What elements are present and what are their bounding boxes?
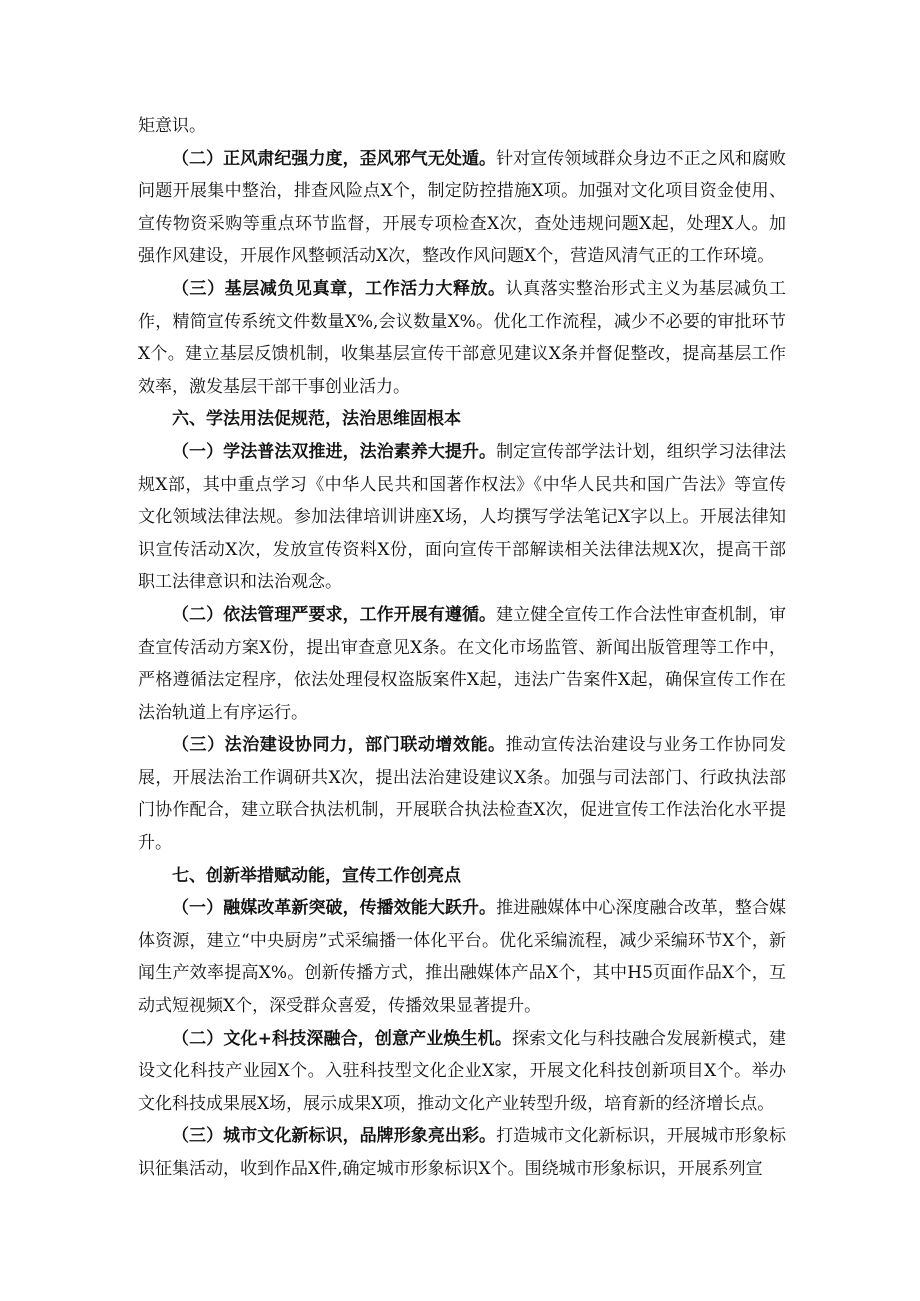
paragraph-item: [138, 599, 786, 729]
document-page: [138, 110, 786, 1186]
paragraph-item: [138, 729, 786, 859]
paragraph-text: 打造城市文化新标识，开展城市形象标识征集活动，收到作品X件,确定城市形象标识X个。围绕城市形象标识，开展系列宣: [138, 1126, 787, 1179]
paragraph-lead: （二）依法管理严要求，工作开展有遵循。: [172, 604, 497, 625]
paragraph-lead: （三）法治建设协同力，部门联动增效能。: [172, 735, 506, 756]
paragraph-text: 建立健全宣传工作合法性审查机制，审查宣传活动方案X份，提出审查意见X条。在文化市场监管、新闻出版管理等工作中，严格遵循法定程序，依法处理侵权盗版案件X起，违法广告案件X起，确保宣传工作在法治轨道上有序运行。: [138, 604, 787, 723]
paragraph-text: 推动宣传法治建设与业务工作协同发展，开展法治工作调研共X次，提出法治建设建议X条。加强与司法部门、行政执法部门协作配合，建立联合执法机制，开展联合执法检查X次，促进宣传工作法治化水平提升。: [138, 735, 787, 854]
section-heading: [138, 403, 786, 436]
paragraph-item: [138, 892, 786, 1022]
paragraph-lead: （一）融媒改革新突破，传播效能大跃升。: [172, 898, 497, 919]
paragraph-text: 针对宣传领域群众身边不正之风和腐败问题开展集中整治，排查风险点X个，制定防控措施X项。加强对文化项目资金使用、宣传物资采购等重点环节监督，开展专项检查X次，查处违规问题X起，处理X人。加强作风建设，开展作风整顿活动X次，整改作风问题X个，营造风清气正的工作环境。: [138, 148, 787, 267]
paragraph-item: [138, 273, 786, 403]
paragraph-item: [138, 1120, 786, 1185]
paragraph-item: [138, 436, 786, 599]
paragraph-lead: （二）文化+科技深融合，创意产业焕生机。: [172, 1028, 512, 1049]
paragraph-text: 制定宣传部学法计划，组织学习法律法规X部，其中重点学习《中华人民共和国著作权法》《中华人民共和国广告法》等宣传文化领域法律法规。参加法律培训讲座X场，人均撰写学法笔记X字以上。开展法律知识宣传活动X次，发放宣传资料X份，面向宣传干部解读相关法律法规X次，提高干部职工法律意识和法治观念。: [138, 441, 787, 593]
paragraph-item: [138, 1023, 786, 1121]
section-heading-text: 七、创新举措赋动能，宣传工作创亮点: [172, 865, 461, 886]
paragraph-continuation: [138, 110, 786, 143]
paragraph-lead: （三）基层减负见真章，工作活力大释放。: [172, 278, 506, 299]
paragraph-text: 认真落实整治形式主义为基层减负工作，精简宣传系统文件数量X%,会议数量X%。优化工作流程，减少不必要的审批环节X个。建立基层反馈机制，收集基层宣传干部意见建议X条并督促整改，提高基层工作效率，激发基层干部干事创业活力。: [138, 278, 787, 397]
paragraph-text: 矩意识。: [138, 116, 206, 136]
paragraph-text: 探索文化与科技融合发展新模式，建设文化科技产业园X个。入驻科技型文化企业X家，开展文化科技创新项目X个。举办文化科技成果展X场，展示成果X项，推动文化产业转型升级，培育新的经济增长点。: [138, 1028, 787, 1114]
paragraph-text: 推进融媒体中心深度融合改革，整合媒体资源，建立“中央厨房”式采编播一体化平台。优化采编流程，减少采编环节X个，新闻生产效率提高X%。创新传播方式，推出融媒体产品X个，其中H5页面作品X个，互动式短视频X个，深受群众喜爱，传播效果显著提升。: [138, 898, 787, 1017]
section-heading-text: 六、学法用法促规范，法治思维固根本: [172, 409, 461, 430]
paragraph-lead: （一）学法普法双推进，法治素养大提升。: [172, 441, 497, 462]
paragraph-lead: （三）城市文化新标识，品牌形象亮出彩。: [172, 1126, 497, 1147]
section-heading: [138, 860, 786, 893]
paragraph-item: [138, 143, 786, 273]
paragraph-lead: （二）正风肃纪强力度，歪风邪气无处遁。: [172, 148, 497, 169]
